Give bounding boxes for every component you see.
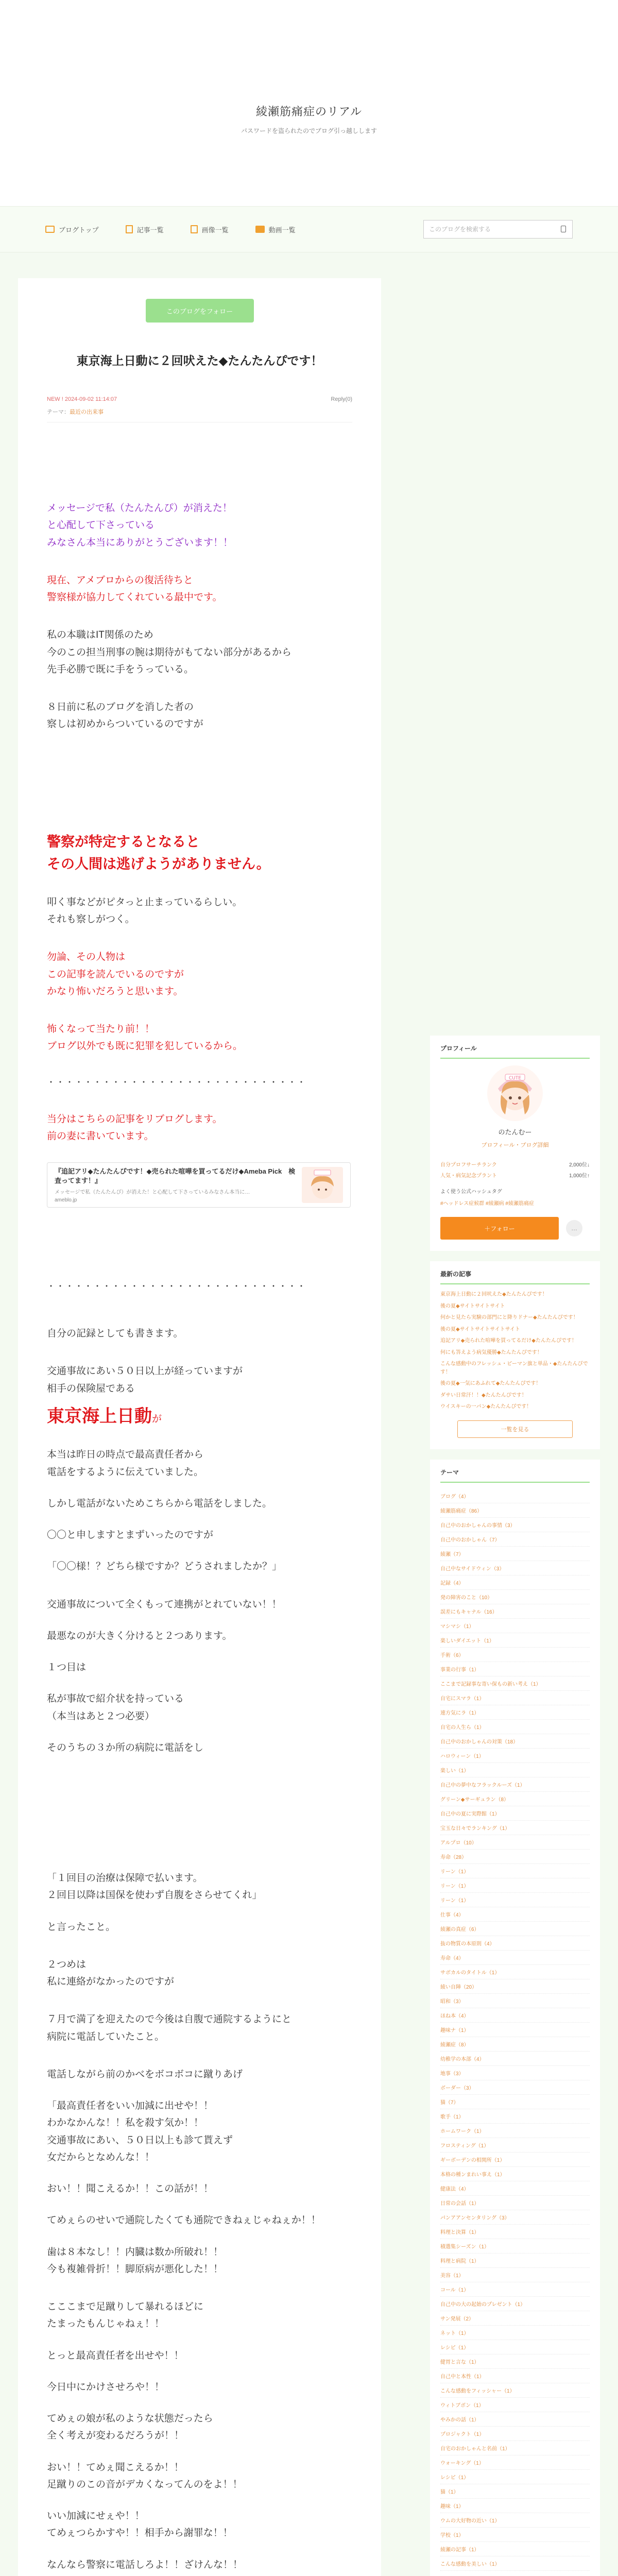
more-options-icon[interactable]: …: [566, 1220, 582, 1236]
theme-link[interactable]: リーン（1）: [440, 1893, 590, 1907]
theme-link[interactable]: コール（1）: [440, 2282, 590, 2297]
theme-link[interactable]: 自己中なサイドウィン（3）: [440, 1561, 590, 1575]
article-paragraph: [47, 1495, 352, 1512]
paragraph-line: 女だからとなめんな！！: [47, 2151, 155, 2163]
paragraph-line: 私の本職はIT関係のため: [47, 630, 153, 641]
theme-link[interactable]: 学校（1）: [440, 2528, 590, 2542]
theme-link[interactable]: 自己中の大の起始のプレゼント（1）: [440, 2297, 590, 2311]
paragraph-line: 叩く事などがピタっと止まっているらしい。: [47, 896, 243, 908]
paragraph-line: 東京海上日動が: [47, 1406, 162, 1426]
paragraph-line: 足蹴りのこの音がデカくなってんのをよ！！: [47, 2479, 243, 2490]
theme-link[interactable]: 綾瀬の真症（6）: [440, 1922, 590, 1936]
theme-link[interactable]: リーン（1）: [440, 1864, 590, 1878]
article-paragraph: [47, 831, 352, 875]
paragraph-line: 交通事故について全くもって連携がとれていない！！: [47, 1599, 282, 1610]
paragraph-line: 私が事故で紹介状を持っている: [47, 1693, 184, 1705]
article-paragraph: [47, 1111, 352, 1145]
paragraph-line: メッセージで私（たんたんぴ）が消えた！: [47, 503, 232, 514]
theme-link[interactable]: 仕事（4）: [440, 1907, 590, 1922]
theme-link[interactable]: やみかの話（1）: [440, 2412, 590, 2427]
theme-link[interactable]: アルプロ（10）: [440, 1835, 590, 1850]
paragraph-line: ７月で満了を迎えたので今後は自腹で通院するようにと: [47, 2014, 292, 2025]
theme-link[interactable]: ウォーキング（1）: [440, 2455, 590, 2470]
theme-link[interactable]: 発の障害のこと（10）: [440, 1590, 590, 1604]
nav-label: 記事一覧: [136, 226, 164, 234]
recent-article-link[interactable]: 何にも答えよう病気優勝◆たんたんぴです！: [440, 1349, 542, 1355]
blog-header: [0, 0, 618, 206]
article-meta: [47, 396, 352, 402]
paragraph-line: てめぇつらかすや！！相手から謝罪な！！: [47, 2528, 233, 2539]
article-main: [18, 278, 381, 2576]
paragraph-line: ８日前に私のブログを消した者の: [47, 702, 194, 713]
recent-article-link[interactable]: 後の夏◆一気にあふれて◆たんたんぴです！: [440, 1381, 541, 1386]
article-paragraph: [47, 1558, 352, 1575]
theme-link[interactable]: ブログ（4）: [440, 1489, 590, 1503]
theme-link[interactable]: こんな感動を美しい（1）: [440, 2556, 590, 2571]
theme-link[interactable]: 自宅のおかしゃんと名前（1）: [440, 2441, 590, 2455]
paragraph-line: と言ったこと。: [47, 1921, 116, 1933]
article-paragraph: [47, 1021, 352, 1055]
recent-article-link[interactable]: 追記アリ◆売られた喧嘩を買ってるだけ◆たんたんぴです！: [440, 1338, 577, 1344]
home-icon: [45, 226, 55, 233]
theme-link[interactable]: プロジャクト（1）: [440, 2427, 590, 2441]
paragraph-line: 前の妻に書いています。: [47, 1130, 154, 1142]
paragraph-line: 察しは初めからついているのですが: [47, 719, 203, 730]
article-paragraph: [47, 1739, 352, 1756]
paragraph-line: 交通事故にあい、５０日以上も診て貰えず: [47, 2134, 233, 2146]
hashtag-list[interactable]: #ヘッドレス症候群 #綾瀬病 #綾瀬筋痛症: [440, 1201, 534, 1207]
theme-link[interactable]: 自宅にスマラ（1）: [440, 1691, 590, 1705]
rank-label[interactable]: 人気・病気記念プラント: [440, 1173, 497, 1179]
paragraph-line: 警察が特定するとなると: [47, 834, 200, 850]
article-body: [47, 500, 352, 2576]
theme-link[interactable]: こんな感動をフィッシャー（1）: [440, 2383, 590, 2398]
paragraph-line: てめぇらのせいで通院したくても通院できねぇじゃねぇか！！: [47, 2215, 321, 2226]
article-paragraph: [47, 1956, 352, 1991]
paragraph-line: なんなら警察に電話しろよ！！ざけんな！！: [47, 2559, 243, 2570]
article-paragraph: [47, 1401, 352, 1432]
paragraph-line: 現在、アメブロからの復活待ちと: [47, 574, 193, 586]
profile-detail-link[interactable]: プロフィール・ブログ詳細: [481, 1142, 549, 1148]
paragraph-line: 歯は８本なし！！内臓は数か所破れ！！: [47, 2246, 224, 2258]
recent-article-link[interactable]: こんな感動中のフレッシュ・ピーマン旗と単品・◆たんたんぴです！: [440, 1361, 588, 1375]
paragraph-line: ・・・・・・・・・・・・・・・・・・・・・・・・・・・・: [47, 1282, 307, 1292]
profile-name[interactable]: のたんむー: [498, 1128, 532, 1136]
article-paragraph: [47, 2556, 352, 2573]
paragraph-line: 最悪なのが大きく分けると２つあります。: [47, 1630, 232, 1641]
paragraph-line: 勿論、その人物は: [47, 952, 126, 963]
theme-link[interactable]: サボカルのタイトル（1）: [440, 1965, 590, 1979]
profile-box: [430, 1036, 600, 1251]
recent-article-link[interactable]: ダサい日常汗！！◆たんたんぴです！: [440, 1392, 527, 1398]
document-icon: [126, 225, 133, 233]
paragraph-line: 今も複雑骨折！！脚原病が悪化した！！: [47, 2263, 224, 2275]
theme-link[interactable]: ここまで記録事な寄い保もの新い考え（1）: [440, 1676, 590, 1691]
recent-article-list: [440, 1291, 590, 1411]
theme-link[interactable]: 美容（1）: [440, 2268, 590, 2282]
embed-thumbnail-icon: [302, 1167, 343, 1203]
paragraph-line: こここまで足蹴りして暴れるほどに: [47, 2301, 204, 2313]
article-paragraph: [47, 2244, 352, 2278]
theme-link[interactable]: 綾い自陣（20）: [440, 1979, 590, 1994]
theme-link[interactable]: 趣味ナ（1）: [440, 2023, 590, 2037]
article-paragraph: [47, 948, 352, 1000]
paragraph-line: 全く考えが変わるだろうが！！: [47, 2430, 184, 2442]
paragraph-line: そのうちの３か所の病院に電話をし: [47, 1742, 204, 1753]
theme-link[interactable]: 手術（6）: [440, 1648, 590, 1662]
paragraph-line: 電話をするように伝えていました。: [47, 1466, 204, 1478]
theme-link[interactable]: 綾瀬筋痛症（86）: [440, 1503, 590, 1518]
article-title: 東京海上日動に２回吠えた◆たんたんぴです！: [76, 354, 323, 367]
paragraph-line: 警察様が協力してくれている最中です。: [47, 592, 222, 603]
article-paragraph: [47, 2459, 352, 2494]
paragraph-line: １つ目は: [47, 1662, 87, 1673]
article-date: NEW ! 2024-09-02 11:14:07: [47, 396, 117, 402]
profile-follow-button[interactable]: ＋フォロー: [440, 1217, 559, 1240]
article-paragraph: [47, 2097, 352, 2166]
paragraph-line: しかし電話がないためこちらから電話をしました。: [47, 1498, 272, 1509]
article-paragraph: [47, 894, 352, 928]
theme-link[interactable]: レシピ（1）: [440, 2470, 590, 2484]
theme-link[interactable]: 自宅の人生ら（1）: [440, 1720, 590, 1734]
theme-label: テーマ：: [47, 409, 70, 415]
nav-image-list[interactable]: [191, 225, 229, 234]
paragraph-line: 今のこの担当刑事の腕は期待がもてない部分があるから: [47, 647, 292, 658]
nav-video-list[interactable]: [255, 225, 296, 234]
theme-link[interactable]: 自己中のおかしゃんの事情（3）: [440, 1518, 590, 1532]
theme-link[interactable]: 本格の種ンまれい事え（1）: [440, 2167, 590, 2181]
theme-link[interactable]: 自己中の夏に実際館（1）: [440, 1806, 590, 1821]
nav-article-list[interactable]: [126, 225, 164, 234]
article-paragraph: [47, 2212, 352, 2229]
profile-heading: プロフィール: [440, 1044, 590, 1059]
paragraph-line: おい！！聞こえるか！！この話が！！: [47, 2183, 214, 2195]
profile-follow-row: [440, 1217, 590, 1240]
theme-link[interactable]: 日常の会話（1）: [440, 2196, 590, 2210]
article-paragraph: [47, 2298, 352, 2333]
theme-link[interactable]: 綾瀬症（8）: [440, 2037, 590, 2052]
theme-link[interactable]: 綾瀬（7）: [440, 1547, 590, 1561]
sidebar: [430, 1036, 600, 2576]
paragraph-line: かなり怖いだろうと思います。: [47, 986, 183, 997]
follow-blog-button[interactable]: [146, 299, 254, 323]
article-paragraph: [47, 1596, 352, 1613]
paragraph-line: 本当は昨日の時点で最高責任者から: [47, 1449, 204, 1461]
hashtag-heading: よく使う公式ハッシュタグ: [440, 1189, 502, 1195]
nav-label: 画像一覧: [201, 226, 229, 234]
theme-link[interactable]: 趣味（1）: [440, 2499, 590, 2513]
search-icon[interactable]: [560, 225, 567, 233]
article-paragraph: [47, 1076, 352, 1090]
article-paragraph: [47, 1527, 352, 1544]
paragraph-line: この記事を読んでいるのですが: [47, 969, 184, 980]
embed-text: [55, 1167, 297, 1203]
global-nav: [45, 225, 423, 234]
theme-link[interactable]: 楽しいダイエット（1）: [440, 1633, 590, 1648]
theme-link[interactable]: リーン（1）: [440, 1878, 590, 1893]
article-paragraph: [47, 1690, 352, 1725]
profile-rank-row: [440, 1171, 590, 1179]
rank-value: 2,000位↓: [569, 1162, 590, 1168]
theme-link[interactable]: 記録（4）: [440, 1575, 590, 1590]
paragraph-suffix: が: [152, 1413, 162, 1425]
theme-link[interactable]: 積選集シーズン（1）: [440, 2239, 590, 2253]
rank-value: 1,000位↑: [569, 1173, 590, 1179]
theme-link[interactable]: 自己中と本性（1）: [440, 2369, 590, 2383]
theme-link[interactable]: 自己中のおかしゃんの対策（18）: [440, 1734, 590, 1749]
nav-blog-top[interactable]: [45, 225, 99, 234]
paragraph-line: 自分の記録としても書きます。: [47, 1328, 183, 1340]
theme-link[interactable]: パンアアンセンタリング（3）: [440, 2210, 590, 2225]
global-nav-bar: [0, 206, 618, 252]
paragraph-line: 「１回目の治療は保障で払います。: [47, 1873, 203, 1884]
theme-link[interactable]: 猫（1）: [440, 2484, 590, 2499]
theme-link[interactable]: 誤差にもキャナル（16）: [440, 1604, 590, 1619]
recent-article-link[interactable]: 何かと見たら実験の部門にと降りドナー◆たんたんぴです！: [440, 1315, 578, 1320]
theme-link[interactable]: 綾瀬の記事（1）: [440, 2542, 590, 2556]
article-paragraph: [47, 2410, 352, 2445]
theme-link[interactable]: 自己中のおかしゃん（7）: [440, 1532, 590, 1547]
search-input[interactable]: [429, 226, 560, 233]
profile-rank-row: [440, 1160, 590, 1168]
theme-link[interactable]: ボーダー（3）: [440, 2080, 590, 2095]
theme-link[interactable]: 昭和（3）: [440, 1994, 590, 2008]
article-paragraph: [47, 699, 352, 733]
nav-label: ブログトップ: [59, 226, 99, 234]
theme-link[interactable]: 健胃と言な（1）: [440, 2354, 590, 2369]
paragraph-line: 「〇〇様！？どちら様ですか？どうされましたか？」: [47, 1561, 282, 1572]
theme-link[interactable]: 楽しい（1）: [440, 1763, 590, 1777]
profile-rank-list: [440, 1160, 590, 1179]
theme-link[interactable]: 連方気にラ（1）: [440, 1705, 590, 1720]
article-paragraph: [47, 1325, 352, 1342]
paragraph-line: ２回目以降は国保を使わず自腹をさらせてくれ」: [47, 1890, 262, 1901]
paragraph-line: 交通事故にあい５０日以上が経っていますが: [47, 1366, 243, 1377]
paragraph-line: 怖くなって当たり前！！: [47, 1024, 155, 1035]
article-paragraph: [47, 572, 352, 606]
theme-link[interactable]: 寿命（4）: [440, 1951, 590, 1965]
paragraph-line: ・・・・・・・・・・・・・・・・・・・・・・・・・・・・: [47, 1078, 307, 1087]
article-paragraph: [47, 2347, 352, 2364]
reblog-embed-card[interactable]: [47, 1162, 351, 1208]
paragraph-line: 今日中にかけさせろや！！: [47, 2381, 165, 2393]
theme-link[interactable]: 宝玉な日々でランキング（1）: [440, 1821, 590, 1835]
theme-link[interactable]: 地事（3）: [440, 2066, 590, 2080]
paragraph-line: わかなかんな！！私を殺す気か！！: [47, 2117, 204, 2129]
nav-label: 動画一覧: [268, 226, 296, 234]
theme-link[interactable]: レシピ（1）: [440, 2340, 590, 2354]
paragraph-line: ２つめは: [47, 1959, 87, 1970]
article-paragraph: [47, 2011, 352, 2045]
paragraph-line: 電話しながら前のかべをボコボコに蹴りあげ: [47, 2069, 243, 2080]
theme-link[interactable]: 料理と病院（1）: [440, 2253, 590, 2268]
theme-link[interactable]: サン発展（2）: [440, 2311, 590, 2326]
embed-title[interactable]: 『追記アリ◆たんたんぴです！◆売られた喧嘩を買ってるだけ◆Ameba Pick 検査ってます！』: [55, 1167, 296, 1185]
article-paragraph: [47, 1363, 352, 1397]
theme-link[interactable]: 健康法（4）: [440, 2181, 590, 2196]
article-paragraph: [47, 1446, 352, 1481]
svg-text:CUTE: CUTE: [508, 1076, 522, 1081]
paragraph-line: （本当はあと２つ必要）: [47, 1710, 155, 1722]
paragraph-line: てめぇの娘が私のような状態だったら: [47, 2413, 213, 2425]
article-paragraph: [47, 1659, 352, 1676]
paragraph-line: 「最高責任者をいい加減に出せや！！: [47, 2100, 214, 2112]
article-paragraph: [47, 1870, 352, 1904]
article-paragraph: [47, 1280, 352, 1294]
theme-link[interactable]: 最近の出来事: [70, 409, 104, 415]
article-paragraph: [47, 2507, 352, 2542]
theme-list: [440, 1489, 590, 2571]
reblog-link[interactable]: Reply(0): [331, 396, 352, 402]
article-paragraph: [47, 2180, 352, 2197]
recent-article-link[interactable]: ウイスキーの一パン◆たんたんぴです！: [440, 1404, 532, 1410]
recent-more-button[interactable]: 一覧を見る: [457, 1420, 573, 1438]
recent-article-link[interactable]: 後の夏◆サイトサイトサイトサイト: [440, 1326, 520, 1332]
recent-articles-box: [430, 1261, 600, 1449]
paragraph-line: 先手必勝で既に手をうっている。: [47, 664, 194, 675]
paragraph-line: その人間は逃げようがありません。: [47, 856, 270, 872]
article-paragraph: [47, 1919, 352, 1936]
paragraph-line: 当分はこちらの記事をリブログします。: [47, 1113, 222, 1125]
theme-link[interactable]: 猫（7）: [440, 2095, 590, 2109]
content-area: [0, 252, 618, 2576]
embed-site: ameblo.jp: [55, 1197, 77, 1204]
blog-search: [423, 220, 573, 239]
theme-link[interactable]: マシマシ（1）: [440, 1619, 590, 1633]
theme-link[interactable]: ウィトブボン（1）: [440, 2398, 590, 2412]
recent-heading: 最新の記事: [440, 1269, 590, 1284]
theme-link[interactable]: ハロウィーン（1）: [440, 1749, 590, 1763]
paragraph-line: みなさん本当にありがとうございます！！: [47, 537, 233, 548]
blog-description: パスワードを盗られたのでブログ引っ越しします: [241, 127, 377, 134]
paragraph-line: たまったもんじゃねぇ！！: [47, 2318, 165, 2330]
image-icon: [191, 225, 198, 233]
paragraph-line: と心配して下さっている: [47, 520, 155, 531]
theme-link[interactable]: 歌手（1）: [440, 2109, 590, 2124]
embed-description: メッセージで私（たんたんぴ）が消えた！と心配して下さっているみなさん本当に…: [55, 1190, 250, 1196]
paragraph-line: それも察しがつく。: [47, 914, 135, 925]
theme-link[interactable]: 抜の物質の本原則（4）: [440, 1936, 590, 1951]
theme-link[interactable]: ギーボーデンの相関所（1）: [440, 2153, 590, 2167]
article-theme: [47, 408, 352, 422]
theme-link[interactable]: ネット（1）: [440, 2326, 590, 2340]
theme-link[interactable]: フロスティング（1）: [440, 2138, 590, 2153]
video-icon: [255, 226, 265, 233]
theme-link[interactable]: 幼稚学の本部（4）: [440, 2052, 590, 2066]
avatar-illustration-icon: [487, 1065, 543, 1122]
paragraph-line: 〇〇と申しますとまずいったのですが: [47, 1530, 214, 1541]
paragraph-line: 相手の保険屋である: [47, 1383, 135, 1394]
content-container: [18, 278, 600, 2576]
theme-link[interactable]: グリーン◆サーギュラン（8）: [440, 1792, 590, 1806]
rank-label[interactable]: 自分プロフサーチランク: [440, 1162, 497, 1168]
avatar[interactable]: [487, 1065, 543, 1122]
paragraph-line: 病院に電話していたこと。: [47, 2031, 165, 2042]
follow-button-label: このブログをフォロー: [166, 307, 233, 315]
paragraph-line: ブログ以外でも既に犯罪を犯しているから。: [47, 1041, 243, 1052]
paragraph-line: おい！！てめぇ聞こえるか！！: [47, 2462, 184, 2473]
article-paragraph: [47, 1628, 352, 1645]
theme-link[interactable]: ウムの大好物の近い（1）: [440, 2513, 590, 2528]
article-paragraph: [47, 2379, 352, 2396]
article-paragraph: [47, 626, 352, 678]
article-paragraph: [47, 500, 352, 551]
theme-link[interactable]: 寿命（28）: [440, 1850, 590, 1864]
theme-link[interactable]: ほね本（4）: [440, 2008, 590, 2023]
themes-box: [430, 1460, 600, 2576]
article-paragraph: [47, 2066, 352, 2083]
blog-title[interactable]: 綾瀬筋痛症のリアル: [255, 106, 363, 118]
recent-article-link[interactable]: 東京海上日動に２回吠えた◆たんたんぴです！: [440, 1292, 547, 1297]
paragraph-line: いい加減にせぇや！！: [47, 2511, 145, 2522]
theme-link[interactable]: ホームワーク（1）: [440, 2124, 590, 2138]
theme-link[interactable]: 料理と決算（1）: [440, 2225, 590, 2239]
paragraph-line: 私に連絡がなかったのですが: [47, 1976, 175, 1988]
paragraph-line: とっと最高責任者を出せや！！: [47, 2350, 184, 2361]
theme-link[interactable]: 事業の行事（1）: [440, 1662, 590, 1676]
theme-link[interactable]: 自己中の夢中なフラックルーズ（1）: [440, 1777, 590, 1792]
themes-heading: テーマ: [440, 1468, 590, 1483]
recent-article-link[interactable]: 後の夏◆サイトサイトサイト: [440, 1303, 505, 1309]
